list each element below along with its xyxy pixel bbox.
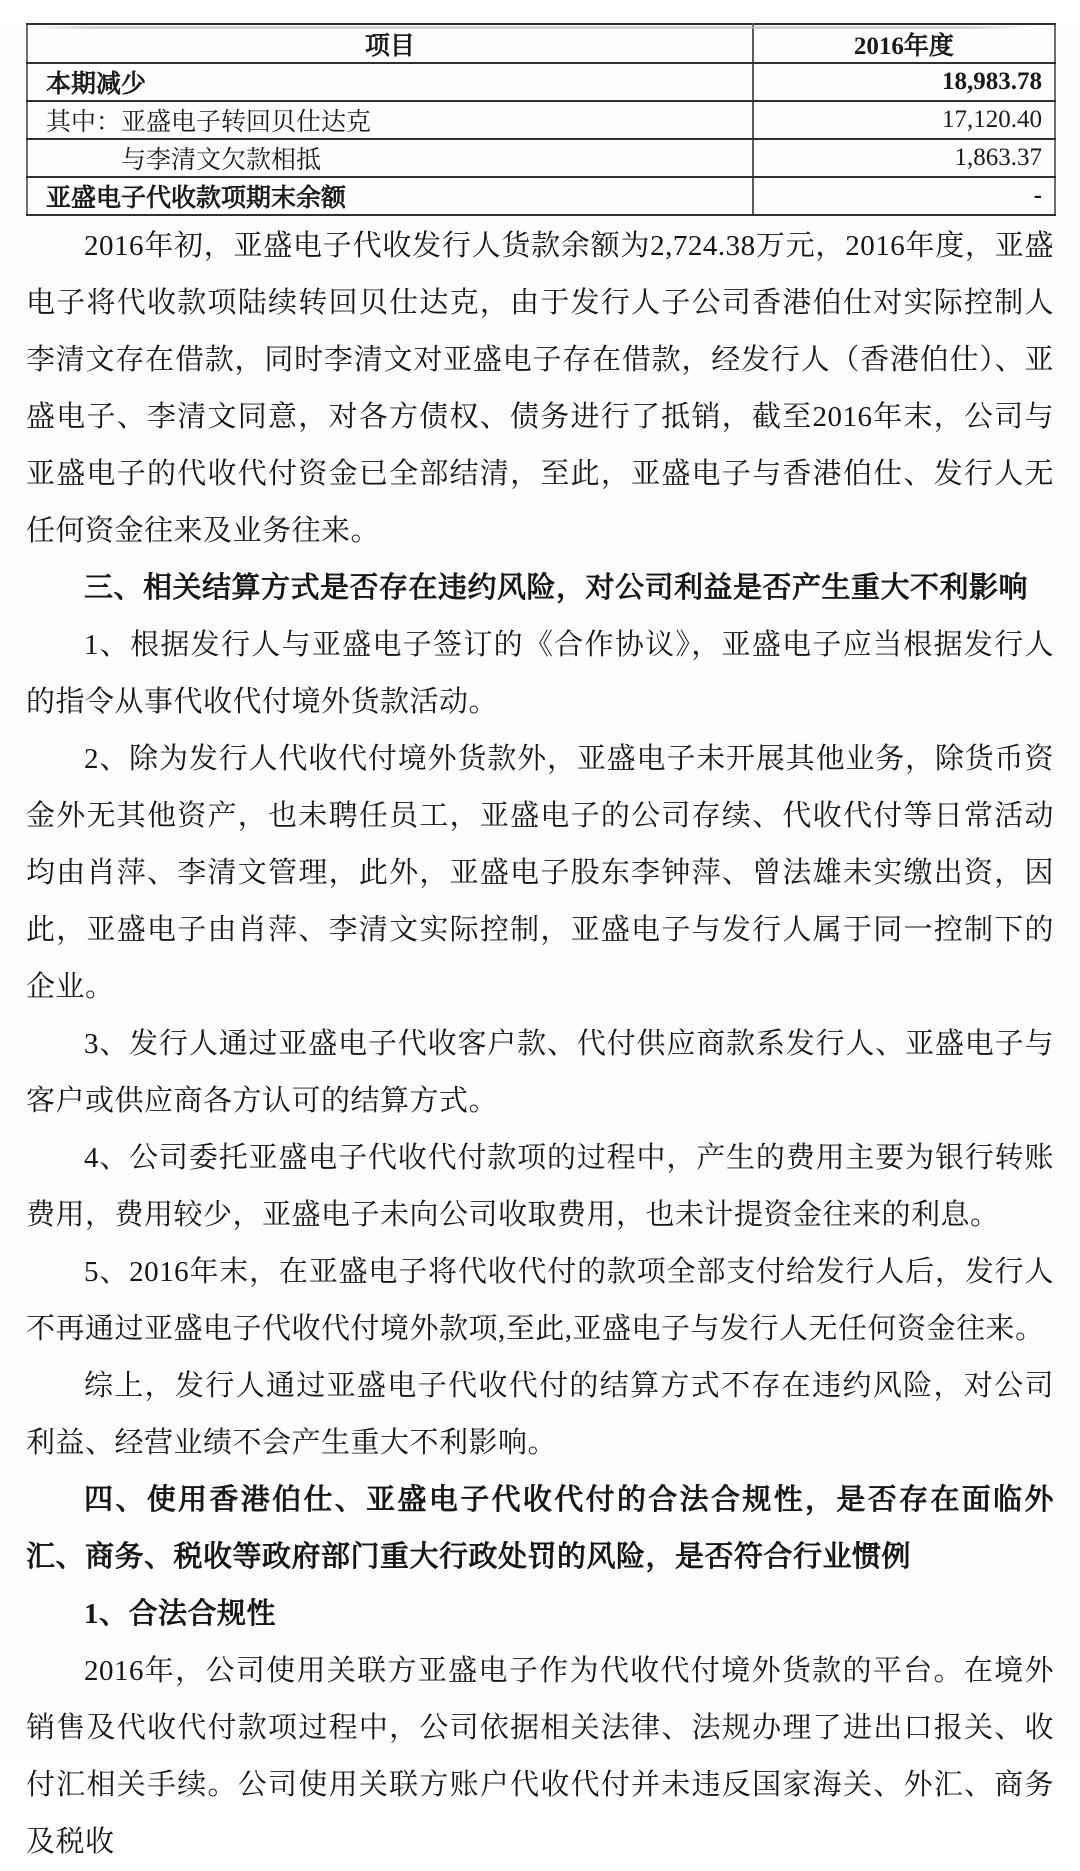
row-label: 与李清文欠款相抵 — [27, 139, 753, 177]
row-value: 18,983.78 — [753, 63, 1055, 101]
row-value: 17,120.40 — [753, 101, 1055, 139]
document-body — [26, 218, 1054, 1871]
row-label: 亚盛电子代收款项期末余额 — [27, 177, 753, 215]
row-value: - — [753, 177, 1055, 215]
table-row-ending-balance — [27, 177, 1055, 215]
paragraph-point-1: 1、根据发行人与亚盛电子签订的《合作协议》，亚盛电子应当根据发行人的指令从事代收代付境外货款活动。 — [26, 629, 1054, 718]
document-page — [0, 23, 1080, 1858]
paragraph-settlement-history: 2016年初，亚盛电子代收发行人货款余额为2,724.38万元，2016年度，亚盛电子将代收款项陆续转回贝仕达克，由于发行人子公司香港伯仕对实际控制人李清文存在借款，同时李清文对亚盛电子存在借款，经发行人（香港伯仕）、亚盛电子、李清文同意，对各方债权、债务进行了抵销，截至2016年末，公司与亚盛电子的代收代付资金已全部结清，至此，亚盛电子与香港伯仕、发行人无任何资金往来及业务往来。 — [26, 230, 1054, 547]
section-heading-three: 三、相关结算方式是否存在违约风险，对公司利益是否产生重大不利影响 — [84, 572, 1029, 604]
paragraph-point-3: 3、发行人通过亚盛电子代收客户款、代付供应商款系发行人、亚盛电子与客户或供应商各方认可的结算方式。 — [26, 1028, 1054, 1117]
summary-table — [26, 23, 1056, 216]
paragraph-point-2: 2、除为发行人代收代付境外货款外，亚盛电子未开展其他业务，除货币资金外无其他资产，也未聘任员工，亚盛电子的公司存续、代收代付等日常活动均由肖萍、李清文管理，此外，亚盛电子股东李钟萍、曾法雄未实缴出资，因此，亚盛电子由肖萍、李清文实际控制，亚盛电子与发行人属于同一控制下的企业。 — [26, 743, 1054, 1003]
paragraph-point-5: 5、2016年末，在亚盛电子将代收代付的款项全部支付给发行人后，发行人不再通过亚盛电子代收代付境外款项,至此,亚盛电子与发行人无任何资金往来。 — [26, 1256, 1054, 1345]
column-header-year-2016: 2016年度 — [753, 24, 1055, 63]
column-header-item: 项目 — [27, 24, 753, 63]
table-row-current-period-decrease — [27, 63, 1055, 101]
subsection-heading-legality: 1、合法合规性 — [84, 1598, 277, 1630]
table-row-transfer-back — [27, 101, 1055, 139]
table-header-row — [27, 24, 1055, 63]
row-label: 其中：亚盛电子转回贝仕达克 — [27, 101, 753, 139]
table-row-debt-offset — [27, 139, 1055, 177]
paragraph-legality-body: 2016年，公司使用关联方亚盛电子作为代收代付境外货款的平台。在境外销售及代收代付款项过程中，公司依据相关法律、法规办理了进出口报关、收付汇相关手续。公司使用关联方账户代收代付并未违反国家海关、外汇、商务及税收 — [26, 1655, 1054, 1858]
section-heading-four: 四、使用香港伯仕、亚盛电子代收代付的合法合规性，是否存在面临外汇、商务、税收等政府部门重大行政处罚的风险，是否符合行业惯例 — [26, 1484, 1054, 1573]
paragraph-conclusion: 综上，发行人通过亚盛电子代收代付的结算方式不存在违约风险，对公司利益、经营业绩不会产生重大不利影响。 — [26, 1370, 1054, 1459]
paragraph-point-4: 4、公司委托亚盛电子代收代付款项的过程中，产生的费用主要为银行转账费用，费用较少，亚盛电子未向公司收取费用，也未计提资金往来的利息。 — [26, 1142, 1054, 1231]
row-label: 本期减少 — [27, 63, 753, 101]
row-value: 1,863.37 — [753, 139, 1055, 177]
scan-artifact-line — [30, 26, 1030, 29]
